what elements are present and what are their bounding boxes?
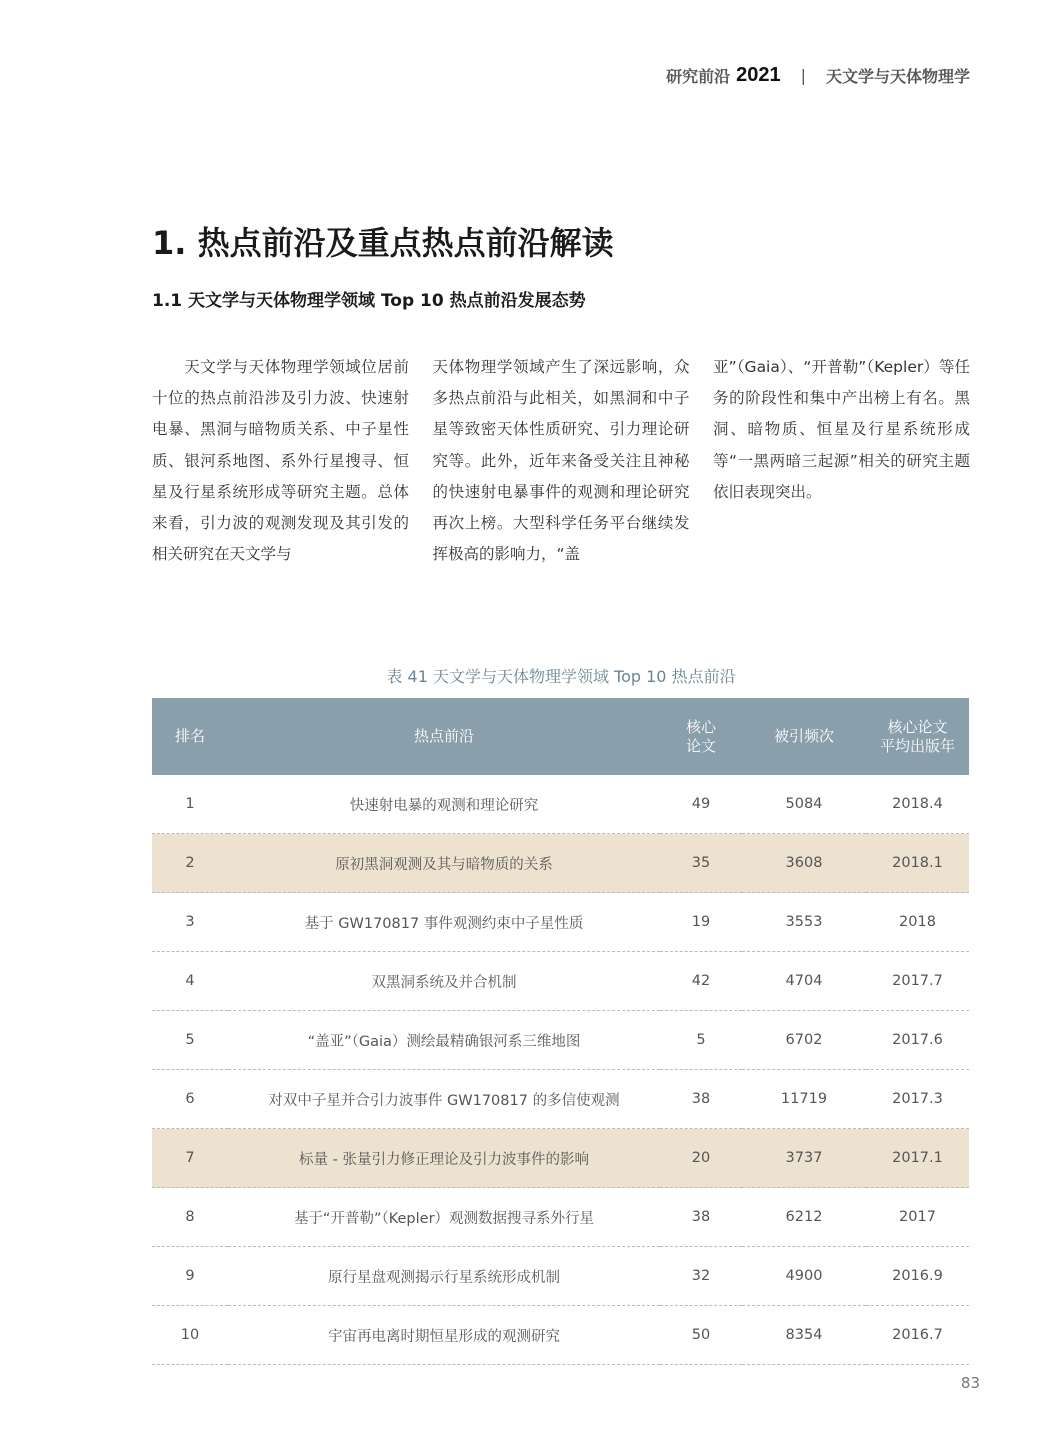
cell-avg-year: 2017.1 — [866, 1129, 969, 1188]
header-section: 天文学与天体物理学 — [825, 67, 970, 86]
table-row — [152, 834, 969, 893]
cell-citations: 6212 — [742, 1188, 866, 1247]
cell-topic: 宇宙再电离时期恒星形成的观测研究 — [228, 1306, 660, 1365]
header-avg-year: 核心论文 平均出版年 — [866, 698, 969, 775]
hot-fronts-table — [152, 698, 969, 1365]
cell-topic: 对双中子星并合引力波事件 GW170817 的多信使观测 — [228, 1070, 660, 1129]
cell-core-papers: 38 — [660, 1188, 742, 1247]
cell-avg-year: 2018.1 — [866, 834, 969, 893]
table-row — [152, 1306, 969, 1365]
cell-citations: 3737 — [742, 1129, 866, 1188]
header-year: 2021 — [736, 64, 781, 86]
cell-citations: 3608 — [742, 834, 866, 893]
cell-citations: 6702 — [742, 1011, 866, 1070]
cell-rank: 9 — [152, 1247, 228, 1306]
table-row — [152, 1011, 969, 1070]
text-column-2: 天体物理学领域产生了深远影响，众多热点前沿与此相关，如黑洞和中子星等致密天体性质研究、引力理论研究等。此外，近年来备受关注且神秘的快速射电暴事件的观测和理论研究再次上榜。大型科学任务平台继续发挥极高的影响力，“盖 — [432, 358, 690, 564]
table-row — [152, 952, 969, 1011]
cell-topic: 原行星盘观测揭示行星系统形成机制 — [228, 1247, 660, 1306]
cell-topic: “盖亚”（Gaia）测绘最精确银河系三维地图 — [228, 1011, 660, 1070]
header-rank: 排名 — [152, 698, 228, 775]
cell-rank: 1 — [152, 775, 228, 834]
cell-avg-year: 2016.7 — [866, 1306, 969, 1365]
cell-topic: 基于“开普勒”（Kepler）观测数据搜寻系外行星 — [228, 1188, 660, 1247]
cell-avg-year: 2018.4 — [866, 775, 969, 834]
table-caption: 表 41 天文学与天体物理学领域 Top 10 热点前沿 — [386, 667, 736, 686]
cell-citations: 4704 — [742, 952, 866, 1011]
cell-topic: 快速射电暴的观测和理论研究 — [228, 775, 660, 834]
cell-avg-year: 2016.9 — [866, 1247, 969, 1306]
table-row — [152, 1070, 969, 1129]
text-column-3: 亚”（Gaia）、“开普勒”（Kepler）等任务的阶段性和集中产出榜上有名。黑洞、暗物质、恒星及行星系统形成等“一黑两暗三起源”相关的研究主题依旧表现突出。 — [713, 358, 970, 501]
running-header — [666, 64, 970, 87]
cell-citations: 4900 — [742, 1247, 866, 1306]
table-row — [152, 1129, 969, 1188]
cell-core-papers: 38 — [660, 1070, 742, 1129]
cell-topic: 双黑洞系统及并合机制 — [228, 952, 660, 1011]
cell-avg-year: 2018 — [866, 893, 969, 952]
cell-rank: 8 — [152, 1188, 228, 1247]
table-row — [152, 893, 969, 952]
table-row — [152, 775, 969, 834]
section-title: 1. 热点前沿及重点热点前沿解读 — [152, 224, 614, 262]
cell-avg-year: 2017.3 — [866, 1070, 969, 1129]
cell-avg-year: 2017 — [866, 1188, 969, 1247]
text-column-1: 天文学与天体物理学领域位居前十位的热点前沿涉及引力波、快速射电暴、黑洞与暗物质关系、中子星性质、银河系地图、系外行星搜寻、恒星及行星系统形成等研究主题。总体来看，引力波的观测发现及其引发的相关研究在天文学与 — [152, 358, 409, 564]
body-text — [152, 352, 970, 570]
cell-rank: 5 — [152, 1011, 228, 1070]
cell-citations: 8354 — [742, 1306, 866, 1365]
table-header-row — [152, 698, 969, 775]
cell-rank: 7 — [152, 1129, 228, 1188]
cell-core-papers: 50 — [660, 1306, 742, 1365]
cell-avg-year: 2017.7 — [866, 952, 969, 1011]
cell-core-papers: 20 — [660, 1129, 742, 1188]
cell-core-papers: 42 — [660, 952, 742, 1011]
cell-citations: 11719 — [742, 1070, 866, 1129]
cell-core-papers: 49 — [660, 775, 742, 834]
table-row — [152, 1188, 969, 1247]
cell-rank: 10 — [152, 1306, 228, 1365]
header-separator: | — [800, 66, 806, 85]
cell-core-papers: 19 — [660, 893, 742, 952]
page-number: 83 — [960, 1374, 980, 1392]
cell-core-papers: 5 — [660, 1011, 742, 1070]
cell-rank: 2 — [152, 834, 228, 893]
cell-topic: 基于 GW170817 事件观测约束中子星性质 — [228, 893, 660, 952]
cell-citations: 5084 — [742, 775, 866, 834]
cell-citations: 3553 — [742, 893, 866, 952]
cell-core-papers: 35 — [660, 834, 742, 893]
cell-topic: 标量 - 张量引力修正理论及引力波事件的影响 — [228, 1129, 660, 1188]
cell-rank: 3 — [152, 893, 228, 952]
cell-rank: 6 — [152, 1070, 228, 1129]
cell-topic: 原初黑洞观测及其与暗物质的关系 — [228, 834, 660, 893]
cell-rank: 4 — [152, 952, 228, 1011]
cell-core-papers: 32 — [660, 1247, 742, 1306]
header-series: 研究前沿 — [666, 67, 731, 86]
cell-avg-year: 2017.6 — [866, 1011, 969, 1070]
subsection-title: 1.1 天文学与天体物理学领域 Top 10 热点前沿发展态势 — [152, 291, 586, 311]
table-row — [152, 1247, 969, 1306]
header-citations: 被引频次 — [742, 698, 866, 775]
header-core-papers: 核心 论文 — [660, 698, 742, 775]
header-topic: 热点前沿 — [228, 698, 660, 775]
